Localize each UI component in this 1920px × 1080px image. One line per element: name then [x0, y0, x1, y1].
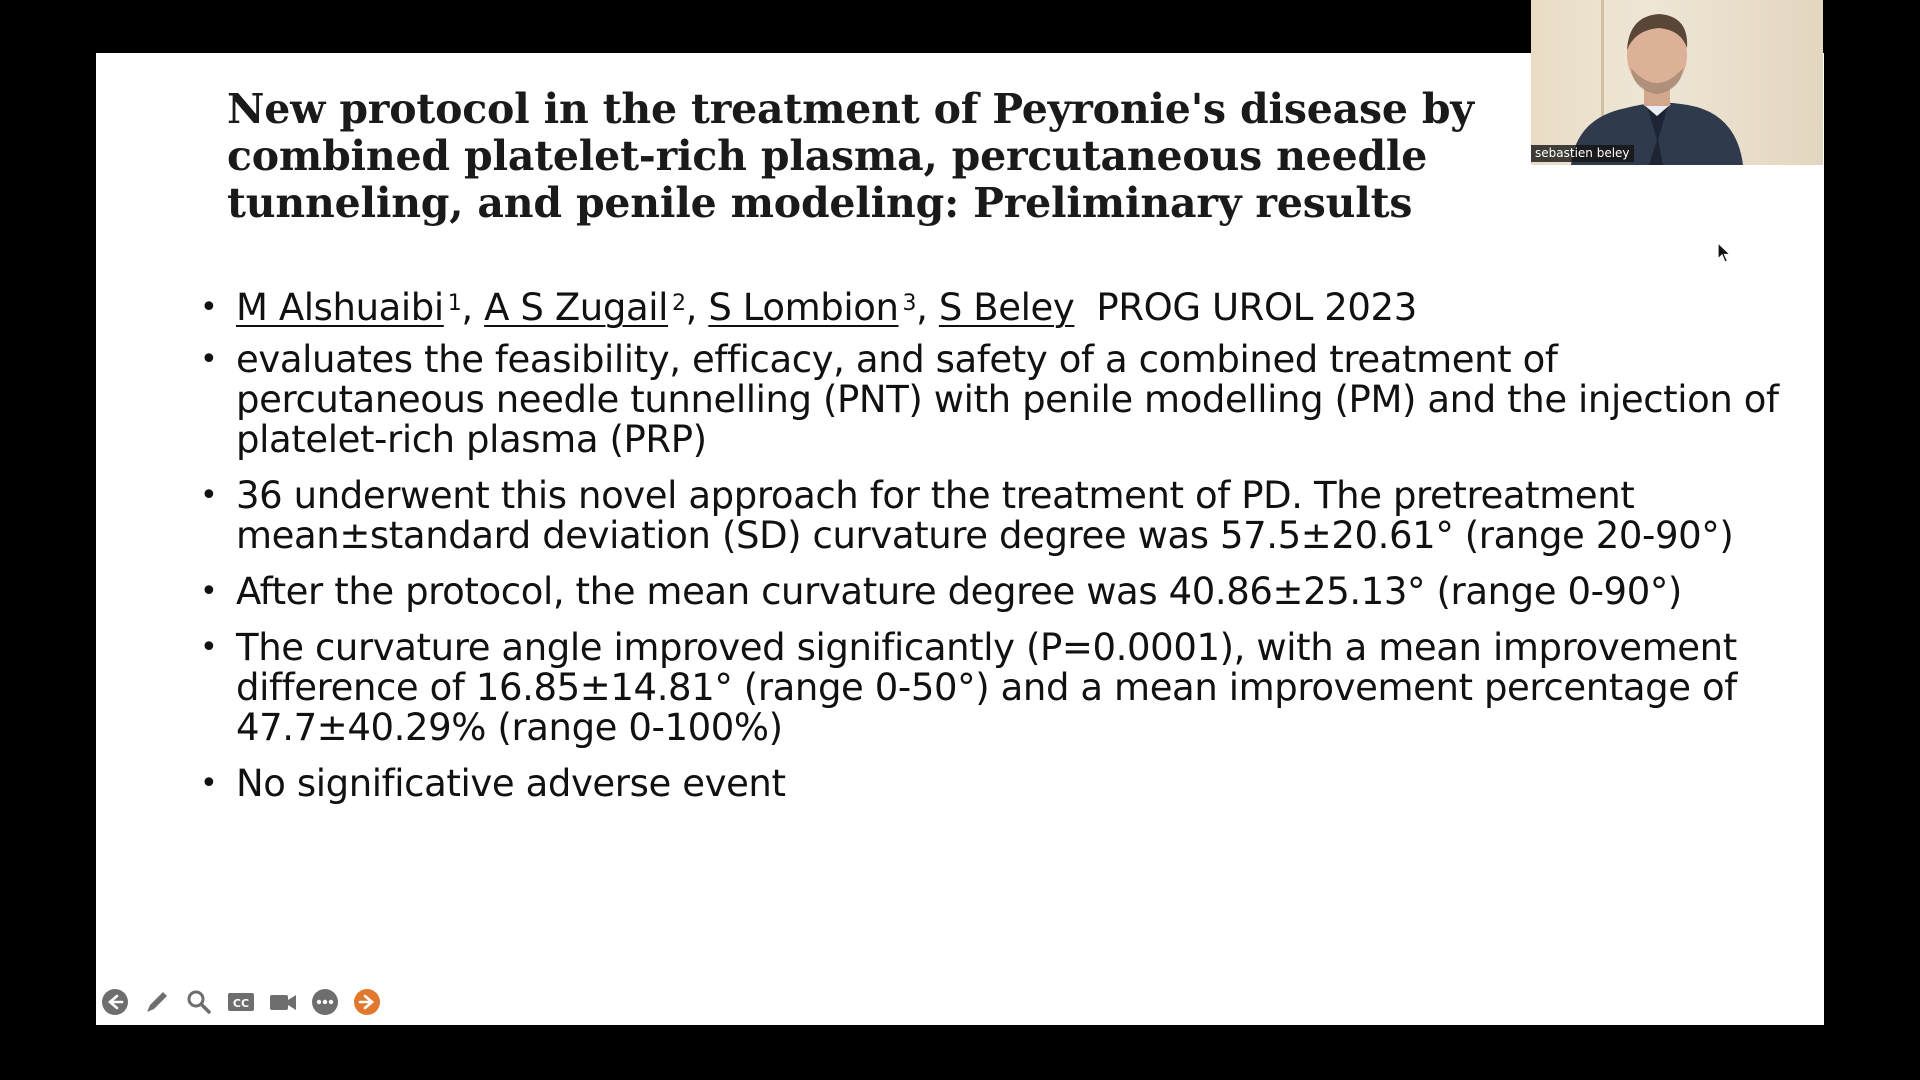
author-link[interactable]: S Beley: [938, 286, 1075, 329]
slideshow-toolbar: [100, 987, 382, 1017]
pen-icon: [142, 987, 172, 1017]
bullet-item: • evaluates the feasibility, efficacy, and safety of a combined treatment of percutaneous needle tunnelling (PNT) with penile modelling (PM) and the injection of platelet-rich plasma (PRP): [200, 340, 1780, 460]
participant-video-tile[interactable]: [1531, 0, 1823, 165]
bullet-item: • No significative adverse event: [200, 764, 1780, 804]
more-icon: [310, 987, 340, 1017]
author-affiliation: 1: [447, 291, 462, 316]
captions-icon: [226, 987, 256, 1017]
slide-title: New protocol in the treatment of Peyronie's disease by combined platelet-rich plasma, percutaneous needle tunneling, and penile modeling: Preliminary results: [227, 85, 1474, 227]
author-link[interactable]: S Lombion: [708, 286, 899, 329]
participant-name: sebastien beley: [1531, 145, 1634, 162]
zoom-button[interactable]: [184, 987, 214, 1017]
video-button[interactable]: [268, 987, 298, 1017]
previous-icon: [100, 987, 130, 1017]
author-link[interactable]: A S Zugail: [484, 286, 668, 329]
previous-slide-button[interactable]: [100, 987, 130, 1017]
next-icon: [352, 987, 382, 1017]
next-slide-button[interactable]: [352, 987, 382, 1017]
more-options-button[interactable]: [310, 987, 340, 1017]
presentation-slide: [96, 53, 1824, 1025]
author-link[interactable]: M Alshuaibi: [236, 286, 444, 329]
bullet-item: • The curvature angle improved significantly (P=0.0001), with a mean improvement difference of 16.85±14.81° (range 0-50°) and a mean improvement percentage of 47.7±40.29% (range 0-100%): [200, 628, 1780, 748]
video-icon: [268, 987, 298, 1017]
mouse-cursor-icon: [1717, 242, 1731, 264]
svg-text:CC: CC: [232, 997, 250, 1010]
participant-avatar: [1531, 0, 1823, 165]
journal-citation: PROG UROL 2023: [1096, 286, 1417, 329]
zoom-icon: [184, 987, 214, 1017]
author-affiliation: 2: [671, 291, 686, 316]
author-separator: ,: [916, 286, 928, 329]
bullet-item: • 36 underwent this novel approach for the treatment of PD. The pretreatment mean±standard deviation (SD) curvature degree was 57.5±20.61° (range 20-90°): [200, 476, 1780, 556]
bullet-list: [200, 288, 1780, 804]
captions-button[interactable]: [226, 987, 256, 1017]
author-separator: ,: [685, 286, 697, 329]
pen-tool-button[interactable]: [142, 987, 172, 1017]
author-affiliation: 3: [902, 291, 917, 316]
author-separator: ,: [461, 286, 473, 329]
authors-line: [200, 288, 1780, 328]
bullet-item: • After the protocol, the mean curvature degree was 40.86±25.13° (range 0-90°): [200, 572, 1780, 612]
